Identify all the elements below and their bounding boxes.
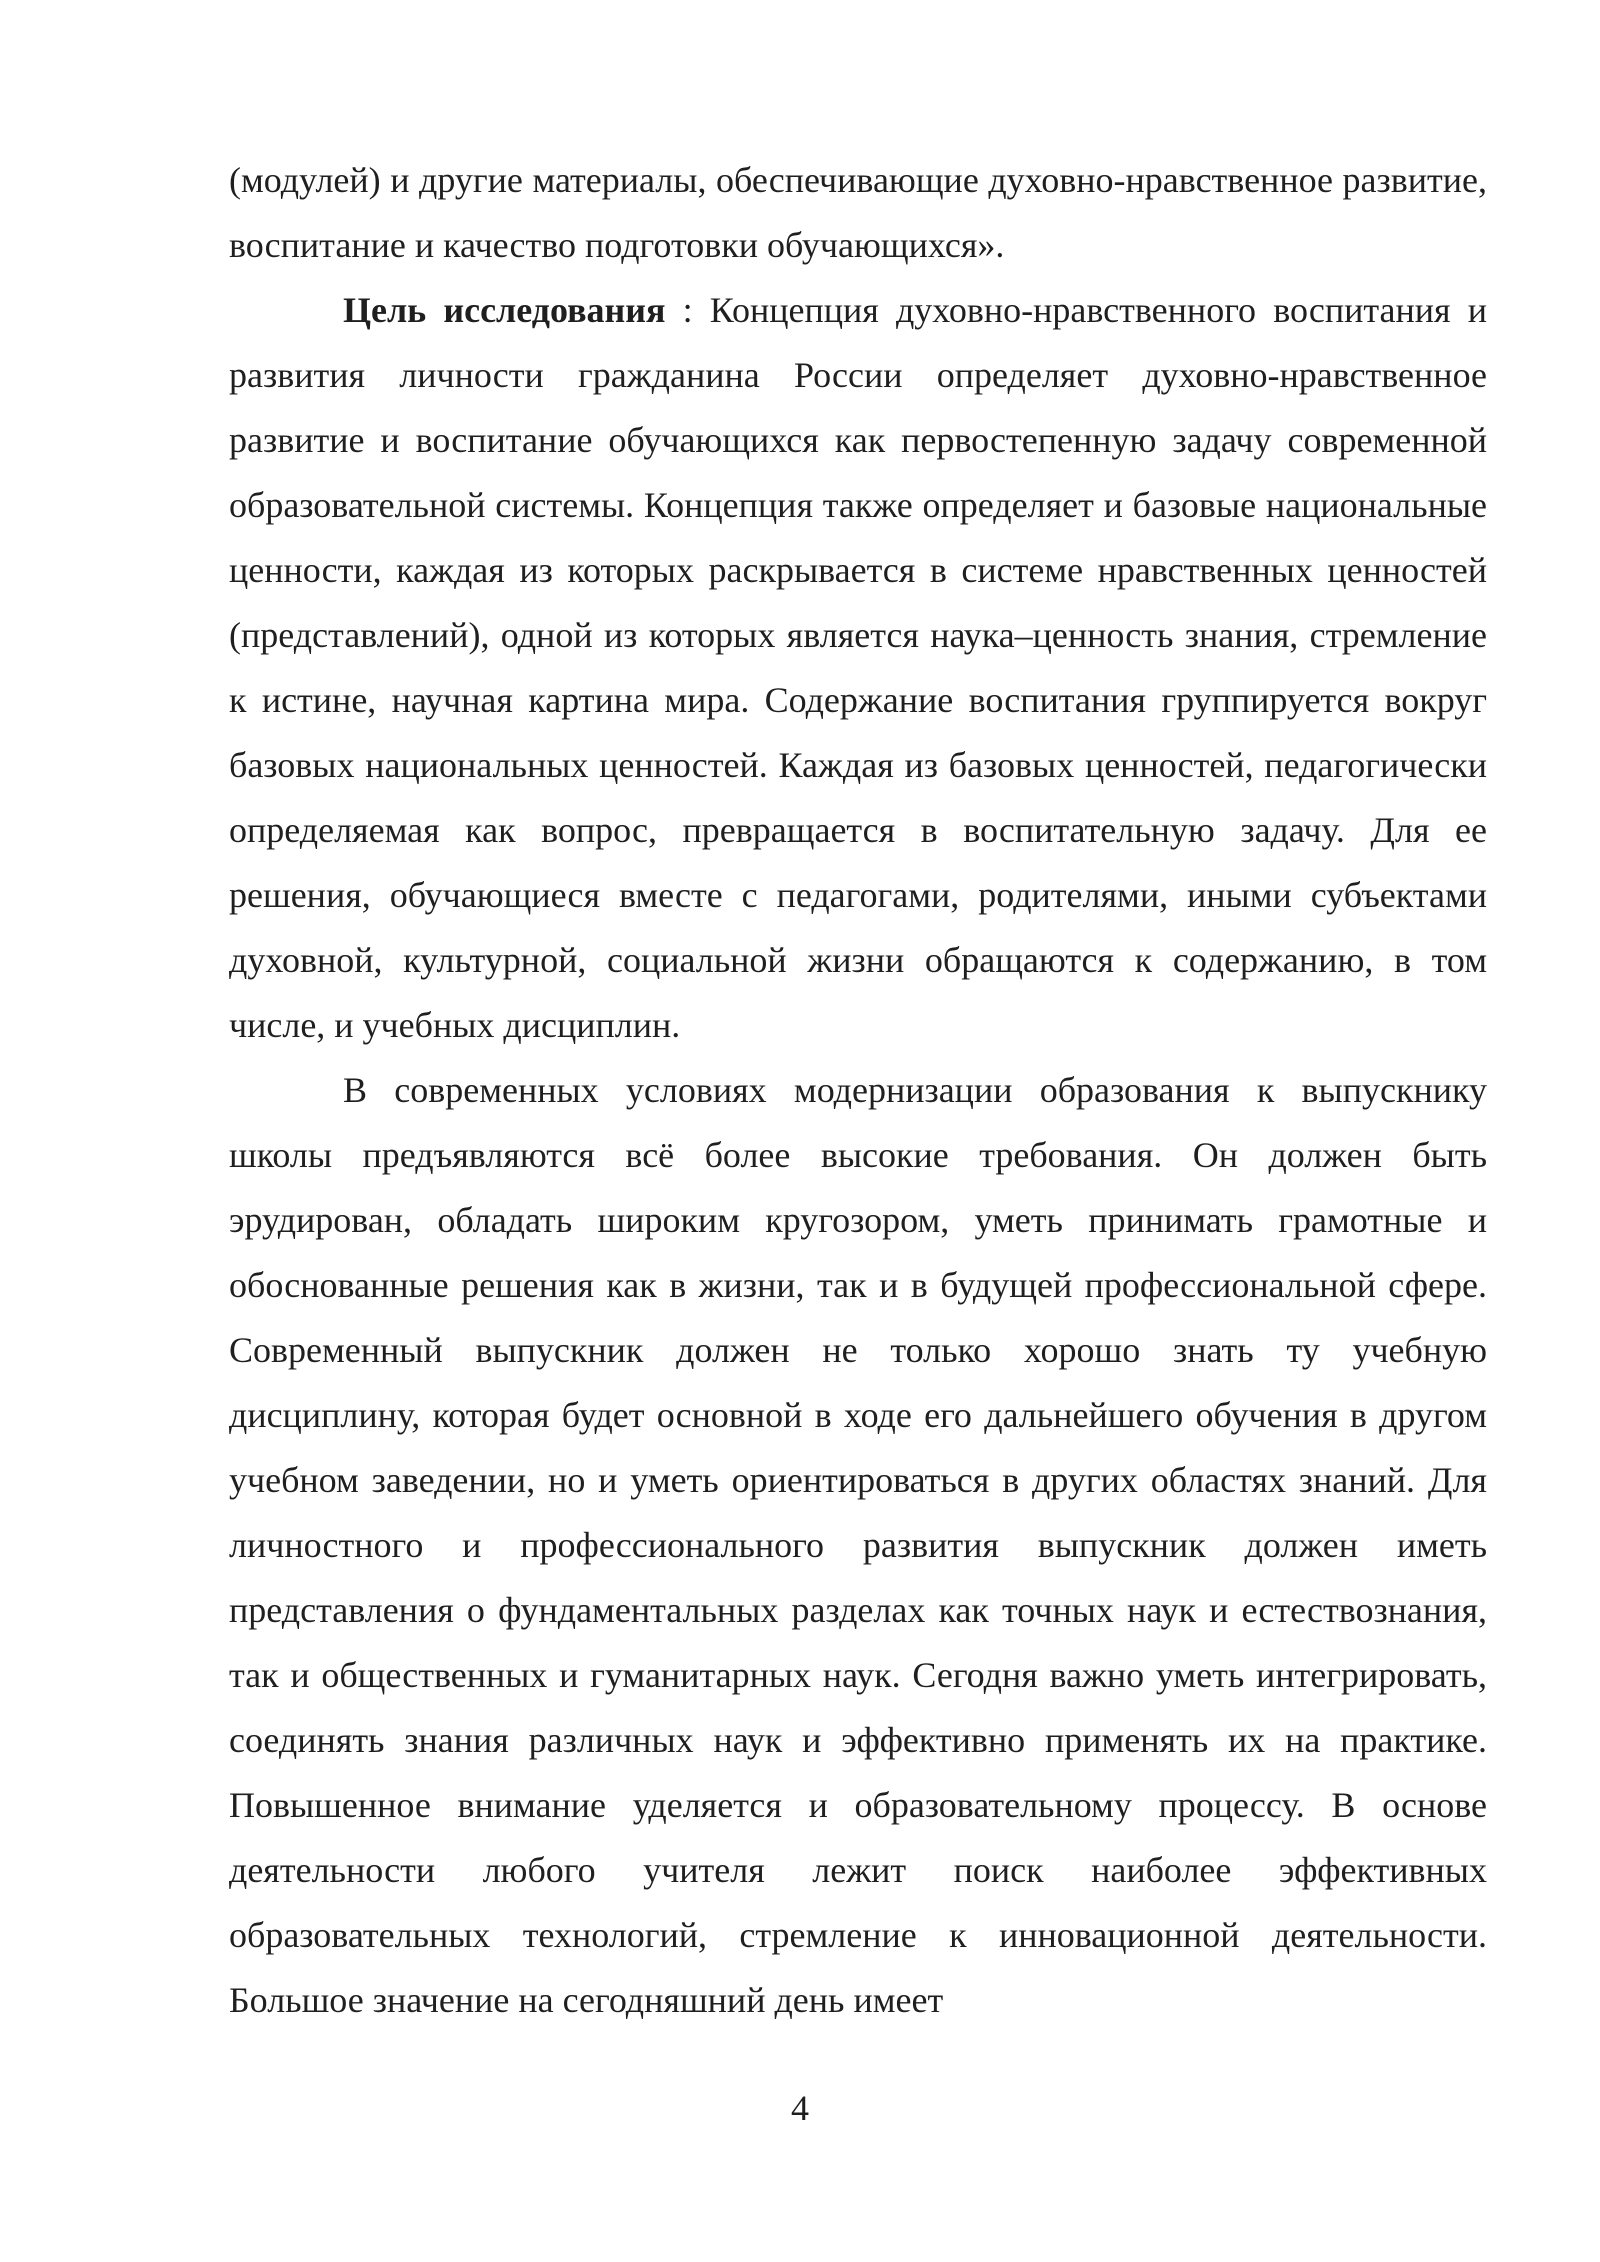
paragraph-modern-conditions: В современных условиях модернизации образования к выпускнику школы предъявляются всё более высокие требования. Он должен быть эрудирован, обладать широким кругозором, уметь принимать грамотные и обоснованные решения как в жизни, так и в будущей профессиональной сфере. Современный выпускник должен не только хорошо знать ту учебную дисциплину, которая будет основной в ходе его дальнейшего обучения в другом учебном заведении, но и уметь ориентироваться в других областях знаний. Для личностного и профессионального развития выпускник должен иметь представления о фундаментальных разделах как точных наук и естествознания, так и общественных и гуманитарных наук. Сегодня важно уметь интегрировать, соединять знания различных наук и эффективно применять их на практике. Повышенное внимание уделяется и образовательному процессу. В основе деятельности любого учителя лежит поиск наиболее эффективных образовательных технологий, стремление к инновационной деятельности. Большое значение на сегодняшний день имеет xyxy=(229,1070,1487,2020)
research-goal-text: : Концепция духовно-нравственного воспитания и развития личности гражданина России определяет духовно-нравственное развитие и воспитание обучающихся как первостепенную задачу современной образовательной системы. Концепция также определяет и базовые национальные ценности, каждая из которых раскрывается в системе нравственных ценностей (представлений), одной из которых является наука–ценность знания, стремление к истине, научная картина мира. Содержание воспитания группируется вокруг базовых национальных ценностей. Каждая из базовых ценностей, педагогически определяемая как вопрос, превращается в воспитательную задачу. Для ее решения, обучающиеся вместе с педагогами, родителями, иными субъектами духовной, культурной, социальной жизни обращаются к содержанию, в том числе, и учебных дисциплин. xyxy=(229,290,1487,1045)
paragraph-research-goal xyxy=(229,278,1487,1058)
research-goal-heading: Цель исследования xyxy=(343,290,666,330)
page-number: 4 xyxy=(791,2088,809,2128)
paragraph-continuation: (модулей) и другие материалы, обеспечивающие духовно-нравственное развитие, воспитание и качество подготовки обучающихся». xyxy=(229,160,1487,265)
page-body xyxy=(229,148,1487,2033)
